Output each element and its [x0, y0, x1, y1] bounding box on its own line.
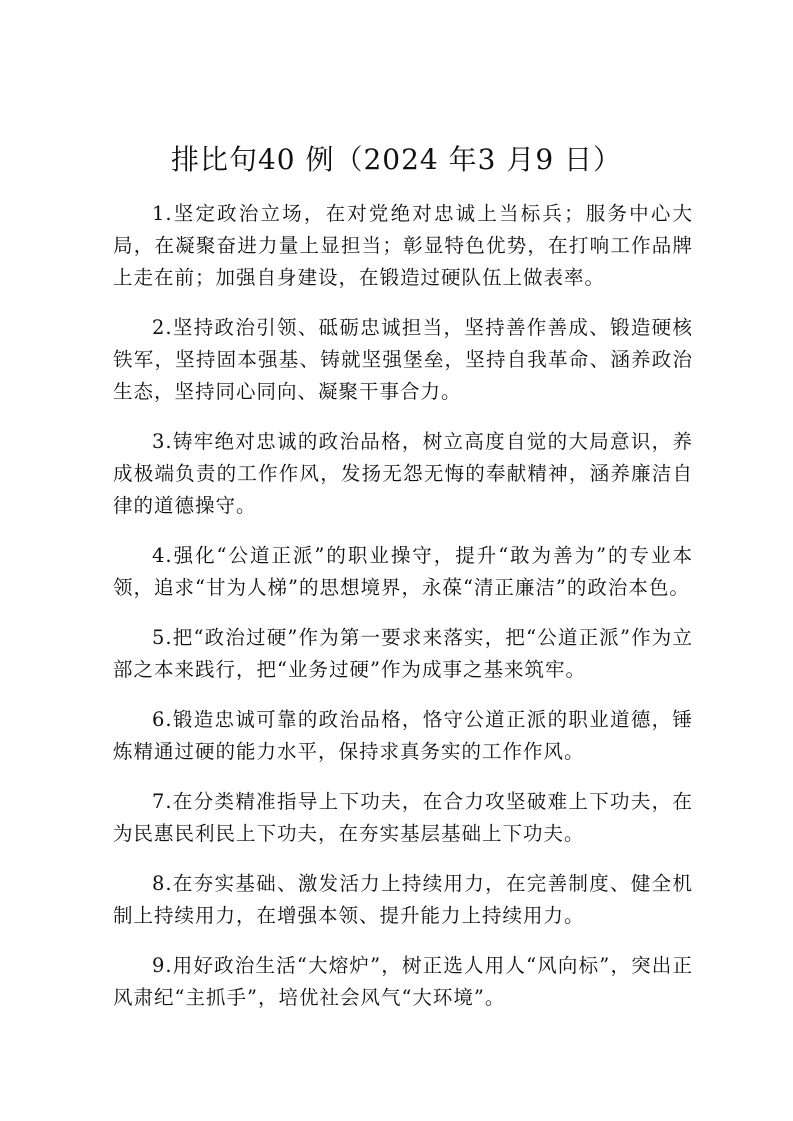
- paragraph-5: 5.把“政治过硬”作为第一要求来落实，把“公道正派”作为立部之本来践行，把“业务过硬”作为成事之基来筑牢。: [113, 626, 693, 681]
- paragraph-8: 8.在夯实基础、激发活力上持续用力，在完善制度、健全机制上持续用力，在增强本领、提升能力上持续用力。: [113, 872, 693, 927]
- paragraph-2: 2.坚持政治引领、砥砺忠诚担当，坚持善作善成、锻造硬核铁军，坚持固本强基、铸就坚强堡垒，坚持自我革命、涵养政治生态，坚持同心同向、凝聚干事合力。: [113, 316, 693, 403]
- document-body: [113, 198, 693, 1032]
- document-title: 排比句40 例（2024 年3 月9 日）: [170, 143, 623, 176]
- paragraph-9: 9.用好政治生活“大熔炉”，树正选人用人“风向标”，突出正风肃纪“主抓手”，培优社会风气“大环境”。: [113, 954, 693, 1009]
- paragraph-7: 7.在分类精准指导上下功夫，在合力攻坚破难上下功夫，在为民惠民利民上下功夫，在夯实基层基础上下功夫。: [113, 790, 693, 845]
- paragraph-3: 3.铸牢绝对忠诚的政治品格，树立高度自觉的大局意识，养成极端负责的工作作风，发扬无怨无悔的奉献精神，涵养廉洁自律的道德操守。: [113, 430, 693, 517]
- paragraph-6: 6.锻造忠诚可靠的政治品格，恪守公道正派的职业道德，锤炼精通过硬的能力水平，保持求真务实的工作作风。: [113, 708, 693, 763]
- paragraph-4: 4.强化“公道正派”的职业操守，提升“敢为善为”的专业本领，追求“甘为人梯”的思想境界，永葆“清正廉洁”的政治本色。: [113, 544, 693, 599]
- paragraph-1: 1.坚定政治立场，在对党绝对忠诚上当标兵；服务中心大局，在凝聚奋进力量上显担当；彰显特色优势，在打响工作品牌上走在前；加强自身建设，在锻造过硬队伍上做表率。: [113, 202, 693, 289]
